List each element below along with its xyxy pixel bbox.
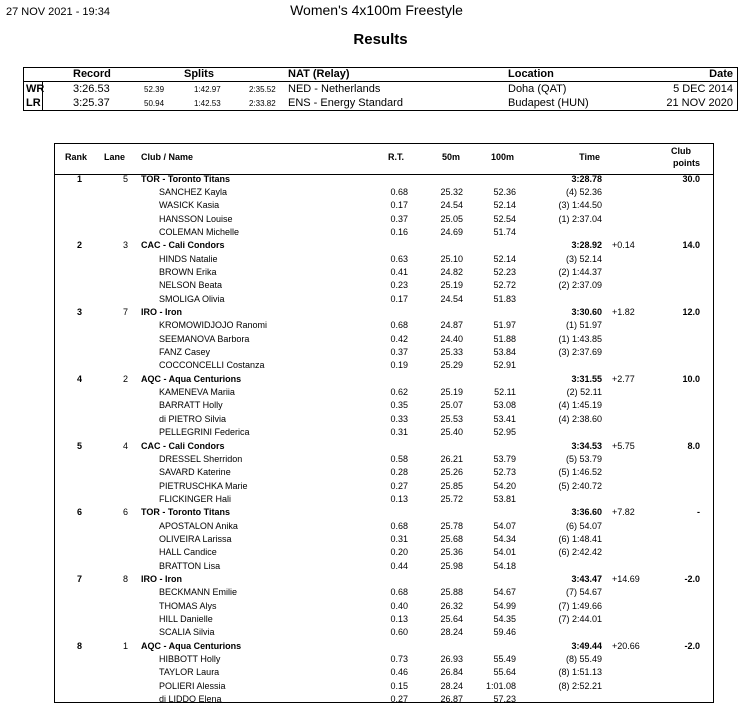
swimmer-100m-split: 55.64	[493, 667, 516, 678]
team-lane: 1	[123, 640, 129, 651]
swimmer-reaction-time: 0.62	[390, 387, 408, 398]
swimmer-50m-split: 24.82	[440, 266, 463, 277]
swimmer-reaction-time: 0.73	[390, 654, 408, 665]
swimmer-50m-split: 25.29	[440, 360, 463, 371]
swimmer-100m-split: 52.23	[493, 266, 516, 277]
results-table	[54, 143, 714, 703]
record-split: 52.39	[144, 85, 165, 94]
swimmer-name: BROWN Erika	[159, 266, 217, 277]
swimmer-name: BARRATT Holly	[159, 400, 223, 411]
swimmer-50m-split: 25.05	[440, 213, 463, 224]
page-subtitle: Results	[353, 31, 408, 48]
results-header-points-line1: Club	[671, 146, 691, 156]
swimmer-50m-split: 25.68	[440, 533, 463, 544]
swimmer-reaction-time: 0.68	[390, 320, 408, 331]
swimmer-cumulative-time: (4) 1:45.19	[558, 400, 602, 411]
swimmer-50m-split: 25.40	[440, 427, 463, 438]
record-nat: NED - Netherlands	[288, 83, 381, 95]
record-split: 2:35.52	[249, 85, 276, 94]
swimmer-name: COCCONCELLI Costanza	[159, 360, 265, 371]
records-header-record: Record	[73, 68, 111, 80]
swimmer-100m-split: 54.99	[493, 600, 516, 611]
event-title: Women's 4x100m Freestyle	[290, 2, 463, 18]
swimmer-name: FLICKINGER Hali	[159, 493, 232, 504]
team-behind: +1.82	[612, 307, 635, 317]
record-location: Doha (QAT)	[508, 83, 567, 95]
swimmer-100m-split: 53.81	[493, 493, 516, 504]
swimmer-cumulative-time: (7) 1:49.66	[558, 600, 602, 611]
swimmer-100m-split: 52.95	[493, 427, 516, 438]
team-rank: 4	[77, 373, 83, 384]
team-club: CAC - Cali Condors	[141, 240, 225, 251]
swimmer-name: HALL Candice	[159, 547, 217, 558]
team-points: -	[697, 507, 700, 518]
team-lane: 7	[123, 307, 129, 317]
swimmer-cumulative-time: (7) 54.67	[565, 587, 602, 598]
swimmer-name: di PIETRO Silvia	[159, 413, 227, 424]
swimmer-50m-split: 25.19	[440, 280, 463, 291]
swimmer-100m-split: 53.08	[493, 400, 516, 411]
swimmer-reaction-time: 0.20	[390, 547, 408, 558]
team-time: 3:31.55	[571, 373, 602, 384]
swimmer-reaction-time: 0.42	[390, 333, 408, 344]
swimmer-100m-split: 54.35	[493, 614, 516, 625]
swimmer-reaction-time: 0.31	[390, 427, 408, 438]
swimmer-reaction-time: 0.27	[390, 694, 408, 705]
team-lane: 5	[123, 173, 129, 184]
team-points: -2.0	[684, 640, 700, 651]
swimmer-cumulative-time: (6) 1:48.41	[558, 533, 602, 544]
swimmer-cumulative-time: (5) 2:40.72	[558, 480, 602, 491]
records-header-date: Date	[709, 68, 733, 80]
results-header-rt: R.T.	[387, 152, 404, 162]
swimmer-100m-split: 52.14	[493, 200, 516, 211]
team-time: 3:49.44	[571, 640, 602, 651]
records-header-divider	[24, 81, 737, 82]
swimmer-reaction-time: 0.13	[390, 614, 408, 625]
report-timestamp: 27 NOV 2021 - 19:34	[6, 6, 110, 18]
swimmer-cumulative-time: (4) 52.36	[565, 186, 602, 197]
team-behind: +2.77	[612, 373, 635, 384]
team-points: 12.0	[682, 307, 700, 317]
records-header-location: Location	[508, 68, 554, 80]
swimmer-row	[55, 227, 715, 240]
swimmer-name: HILL Danielle	[159, 614, 213, 625]
record-nat: ENS - Energy Standard	[288, 97, 403, 109]
team-row	[55, 507, 715, 520]
swimmer-100m-split: 54.01	[493, 547, 516, 558]
swimmer-cumulative-time: (1) 1:43.85	[558, 333, 602, 344]
swimmer-name: POLIERI Alessia	[159, 680, 226, 691]
swimmer-100m-split: 54.34	[493, 533, 516, 544]
swimmer-name: SCALIA Silvia	[159, 627, 215, 638]
swimmer-cumulative-time: (3) 52.14	[565, 253, 602, 264]
swimmer-name: HINDS Natalie	[159, 253, 218, 264]
swimmer-reaction-time: 0.13	[390, 493, 408, 504]
team-behind: +14.69	[612, 574, 640, 584]
swimmer-row	[55, 334, 715, 347]
team-behind: +5.75	[612, 440, 635, 451]
swimmer-100m-split: 52.36	[493, 186, 516, 197]
swimmer-row	[55, 667, 715, 680]
swimmer-50m-split: 25.85	[440, 480, 463, 491]
results-header-50m: 50m	[441, 152, 460, 162]
results-header-lane: Lane	[104, 152, 126, 162]
swimmer-50m-split: 25.36	[440, 547, 463, 558]
team-club: IRO - Iron	[141, 574, 182, 584]
swimmer-name: PIETRUSCHKA Marie	[159, 480, 248, 491]
swimmer-name: SEEMANOVA Barbora	[159, 333, 250, 344]
team-behind: +7.82	[612, 507, 635, 518]
swimmer-100m-split: 55.49	[493, 654, 516, 665]
team-behind: +0.14	[612, 240, 635, 251]
swimmer-50m-split: 24.87	[440, 320, 463, 331]
team-points: -2.0	[684, 574, 700, 584]
swimmer-cumulative-time: (8) 55.49	[565, 654, 602, 665]
swimmer-100m-split: 52.91	[493, 360, 516, 371]
swimmer-50m-split: 28.24	[440, 680, 463, 691]
team-club: IRO - Iron	[141, 307, 182, 317]
team-row	[55, 174, 715, 187]
team-club: AQC - Aqua Centurions	[141, 373, 242, 384]
swimmer-50m-split: 24.69	[440, 226, 463, 237]
swimmer-cumulative-time: (7) 2:44.01	[558, 614, 602, 625]
swimmer-row	[55, 481, 715, 494]
swimmer-row	[55, 254, 715, 267]
swimmer-100m-split: 53.41	[493, 413, 516, 424]
team-lane: 3	[123, 240, 129, 251]
swimmer-reaction-time: 0.28	[390, 467, 408, 478]
results-header-100m: 100m	[490, 152, 514, 162]
swimmer-cumulative-time: (2) 52.11	[566, 387, 602, 398]
swimmer-row	[55, 494, 715, 507]
swimmer-50m-split: 25.53	[440, 413, 463, 424]
swimmer-reaction-time: 0.16	[390, 226, 408, 237]
team-club: TOR - Toronto Titans	[141, 507, 230, 518]
swimmer-name: COLEMAN Michelle	[159, 226, 240, 237]
swimmer-name: DRESSEL Sherridon	[159, 453, 243, 464]
swimmer-row	[55, 294, 715, 307]
swimmer-reaction-time: 0.31	[390, 533, 408, 544]
swimmer-reaction-time: 0.35	[390, 400, 408, 411]
swimmer-50m-split: 25.98	[440, 560, 463, 571]
record-label: WR	[26, 83, 45, 95]
team-row	[55, 374, 715, 387]
team-rank: 8	[77, 640, 83, 651]
team-row	[55, 574, 715, 587]
swimmer-reaction-time: 0.41	[390, 266, 408, 277]
swimmer-50m-split: 25.19	[440, 387, 463, 398]
team-rank: 1	[77, 173, 83, 184]
swimmer-name: THOMAS Alys	[159, 600, 217, 611]
swimmer-row	[55, 627, 715, 640]
team-lane: 4	[123, 440, 129, 451]
swimmer-50m-split: 25.64	[440, 614, 463, 625]
swimmer-row	[55, 187, 715, 200]
swimmer-100m-split: 52.14	[493, 253, 516, 264]
swimmer-reaction-time: 0.63	[390, 253, 408, 264]
swimmer-50m-split: 25.78	[440, 520, 463, 531]
swimmer-50m-split: 25.72	[440, 493, 463, 504]
swimmer-row	[55, 561, 715, 574]
record-split: 2:33.82	[249, 99, 276, 108]
swimmer-100m-split: 59.46	[493, 627, 516, 638]
swimmer-name: TAYLOR Laura	[159, 667, 220, 678]
results-header-time: Time	[579, 152, 600, 162]
results-header-rank: Rank	[65, 152, 88, 162]
team-time: 3:36.60	[571, 507, 602, 518]
swimmer-cumulative-time: (3) 2:37.69	[558, 347, 602, 358]
swimmer-cumulative-time: (5) 53.79	[565, 453, 602, 464]
swimmer-row	[55, 347, 715, 360]
swimmer-name: HANSSON Louise	[159, 213, 233, 224]
swimmer-row	[55, 360, 715, 373]
swimmer-100m-split: 52.54	[493, 213, 516, 224]
swimmer-row	[55, 521, 715, 534]
swimmer-row	[55, 427, 715, 440]
swimmer-reaction-time: 0.46	[390, 667, 408, 678]
swimmer-row	[55, 601, 715, 614]
swimmer-50m-split: 28.24	[440, 627, 463, 638]
swimmer-row	[55, 267, 715, 280]
team-rank: 5	[77, 440, 83, 451]
swimmer-cumulative-time: (2) 1:44.37	[558, 266, 602, 277]
swimmer-name: APOSTALON Anika	[159, 520, 238, 531]
swimmer-50m-split: 24.54	[440, 200, 463, 211]
team-row	[55, 307, 715, 320]
swimmer-name: SANCHEZ Kayla	[159, 186, 228, 197]
team-time: 3:30.60	[571, 307, 602, 317]
swimmer-name: di LIDDO Elena	[159, 694, 222, 705]
swimmer-50m-split: 25.32	[440, 186, 463, 197]
swimmer-100m-split: 53.79	[493, 453, 516, 464]
swimmer-row	[55, 280, 715, 293]
swimmer-name: WASICK Kasia	[159, 200, 220, 211]
record-time: 3:26.53	[73, 83, 110, 95]
record-split: 1:42.53	[194, 99, 221, 108]
team-time: 3:28.78	[571, 173, 602, 184]
swimmer-row	[55, 387, 715, 400]
swimmer-name: BRATTON Lisa	[159, 560, 221, 571]
swimmer-name: SMOLIGA Olivia	[159, 293, 225, 304]
swimmer-50m-split: 26.32	[440, 600, 463, 611]
swimmer-name: NELSON Beata	[159, 280, 223, 291]
swimmer-row	[55, 547, 715, 560]
swimmer-reaction-time: 0.68	[390, 587, 408, 598]
team-time: 3:28.92	[571, 240, 602, 251]
results-header-points-line2: points	[673, 158, 700, 168]
swimmer-name: PELLEGRINI Federica	[159, 427, 250, 438]
swimmer-row	[55, 587, 715, 600]
swimmer-50m-split: 24.40	[440, 333, 463, 344]
swimmer-cumulative-time: (5) 1:46.52	[558, 467, 602, 478]
swimmer-cumulative-time: (8) 1:51.13	[558, 667, 602, 678]
swimmer-reaction-time: 0.68	[390, 520, 408, 531]
swimmer-50m-split: 26.87	[440, 694, 463, 705]
swimmer-reaction-time: 0.23	[390, 280, 408, 291]
records-table	[23, 67, 738, 111]
results-header-club: Club / Name	[141, 152, 194, 162]
swimmer-50m-split: 25.07	[440, 400, 463, 411]
swimmer-reaction-time: 0.27	[390, 480, 408, 491]
swimmer-row	[55, 320, 715, 333]
team-club: TOR - Toronto Titans	[141, 173, 230, 184]
swimmer-50m-split: 26.21	[440, 453, 463, 464]
record-date: 21 NOV 2020	[666, 97, 733, 109]
swimmer-cumulative-time: (1) 51.97	[565, 320, 602, 331]
team-points: 30.0	[682, 173, 700, 184]
swimmer-100m-split: 52.11	[494, 387, 516, 398]
swimmer-name: KAMENEVA Mariia	[159, 387, 235, 398]
team-behind: +20.66	[612, 640, 640, 651]
swimmer-reaction-time: 0.60	[390, 627, 408, 638]
records-header-nat: NAT (Relay)	[288, 68, 350, 80]
swimmer-reaction-time: 0.17	[390, 293, 408, 304]
swimmer-row	[55, 400, 715, 413]
team-club: CAC - Cali Condors	[141, 440, 225, 451]
team-lane: 6	[123, 507, 129, 518]
swimmer-100m-split: 51.88	[493, 333, 516, 344]
swimmer-row	[55, 681, 715, 694]
team-rank: 2	[77, 240, 83, 251]
swimmer-cumulative-time: (6) 2:42.42	[558, 547, 602, 558]
records-header-splits: Splits	[184, 68, 214, 80]
record-split: 50.94	[144, 99, 165, 108]
team-row	[55, 641, 715, 654]
swimmer-row	[55, 467, 715, 480]
swimmer-reaction-time: 0.44	[390, 560, 408, 571]
team-row	[55, 441, 715, 454]
swimmer-100m-split: 53.84	[493, 347, 516, 358]
swimmer-reaction-time: 0.19	[390, 360, 408, 371]
swimmer-50m-split: 24.54	[440, 293, 463, 304]
team-time: 3:34.53	[571, 440, 602, 451]
team-points: 10.0	[682, 373, 700, 384]
swimmer-cumulative-time: (2) 2:37.09	[558, 280, 602, 291]
record-date: 5 DEC 2014	[673, 83, 733, 95]
swimmer-row	[55, 414, 715, 427]
swimmer-100m-split: 57.23	[493, 694, 516, 705]
record-location: Budapest (HUN)	[508, 97, 589, 109]
swimmer-cumulative-time: (8) 2:52.21	[558, 680, 602, 691]
swimmer-reaction-time: 0.68	[390, 186, 408, 197]
team-rank: 7	[77, 574, 83, 584]
swimmer-50m-split: 25.88	[440, 587, 463, 598]
swimmer-100m-split: 51.83	[493, 293, 516, 304]
swimmer-reaction-time: 0.15	[390, 680, 408, 691]
swimmer-name: SAVARD Katerine	[159, 467, 231, 478]
swimmer-row	[55, 200, 715, 213]
team-row	[55, 240, 715, 253]
swimmer-50m-split: 26.84	[440, 667, 463, 678]
swimmer-name: KROMOWIDJOJO Ranomi	[159, 320, 268, 331]
record-label: LR	[26, 97, 41, 109]
swimmer-row	[55, 454, 715, 467]
swimmer-name: BECKMANN Emilie	[159, 587, 238, 598]
swimmer-50m-split: 25.10	[440, 253, 463, 264]
swimmer-row	[55, 654, 715, 667]
swimmer-row	[55, 614, 715, 627]
swimmer-50m-split: 25.26	[440, 467, 463, 478]
swimmer-100m-split: 54.67	[493, 587, 516, 598]
team-lane: 2	[123, 373, 129, 384]
team-lane: 8	[123, 574, 129, 584]
swimmer-reaction-time: 0.37	[390, 347, 408, 358]
team-points: 8.0	[687, 440, 700, 451]
team-points: 14.0	[682, 240, 700, 251]
swimmer-row	[55, 694, 715, 707]
swimmer-cumulative-time: (1) 2:37.04	[558, 213, 602, 224]
swimmer-name: HIBBOTT Holly	[159, 654, 221, 665]
swimmer-100m-split: 51.74	[493, 226, 516, 237]
swimmer-name: FANZ Casey	[159, 347, 211, 358]
swimmer-50m-split: 26.93	[440, 654, 463, 665]
swimmer-100m-split: 54.20	[493, 480, 516, 491]
swimmer-100m-split: 52.72	[493, 280, 516, 291]
swimmer-100m-split: 52.73	[493, 467, 516, 478]
swimmer-reaction-time: 0.37	[390, 213, 408, 224]
swimmer-row	[55, 214, 715, 227]
swimmer-50m-split: 25.33	[440, 347, 463, 358]
swimmer-100m-split: 54.18	[493, 560, 516, 571]
swimmer-reaction-time: 0.33	[390, 413, 408, 424]
swimmer-reaction-time: 0.40	[390, 600, 408, 611]
team-club: AQC - Aqua Centurions	[141, 640, 242, 651]
team-rank: 6	[77, 507, 83, 518]
team-rank: 3	[77, 307, 83, 317]
swimmer-cumulative-time: (4) 2:38.60	[558, 413, 602, 424]
swimmer-row	[55, 534, 715, 547]
swimmer-name: OLIVEIRA Larissa	[159, 533, 232, 544]
swimmer-cumulative-time: (3) 1:44.50	[558, 200, 602, 211]
record-split: 1:42.97	[194, 85, 221, 94]
record-time: 3:25.37	[73, 97, 110, 109]
team-time: 3:43.47	[571, 574, 602, 584]
swimmer-100m-split: 51.97	[493, 320, 516, 331]
swimmer-cumulative-time: (6) 54.07	[565, 520, 602, 531]
swimmer-100m-split: 1:01.08	[485, 680, 516, 691]
swimmer-100m-split: 54.07	[493, 520, 516, 531]
swimmer-reaction-time: 0.17	[390, 200, 408, 211]
swimmer-reaction-time: 0.58	[390, 453, 408, 464]
